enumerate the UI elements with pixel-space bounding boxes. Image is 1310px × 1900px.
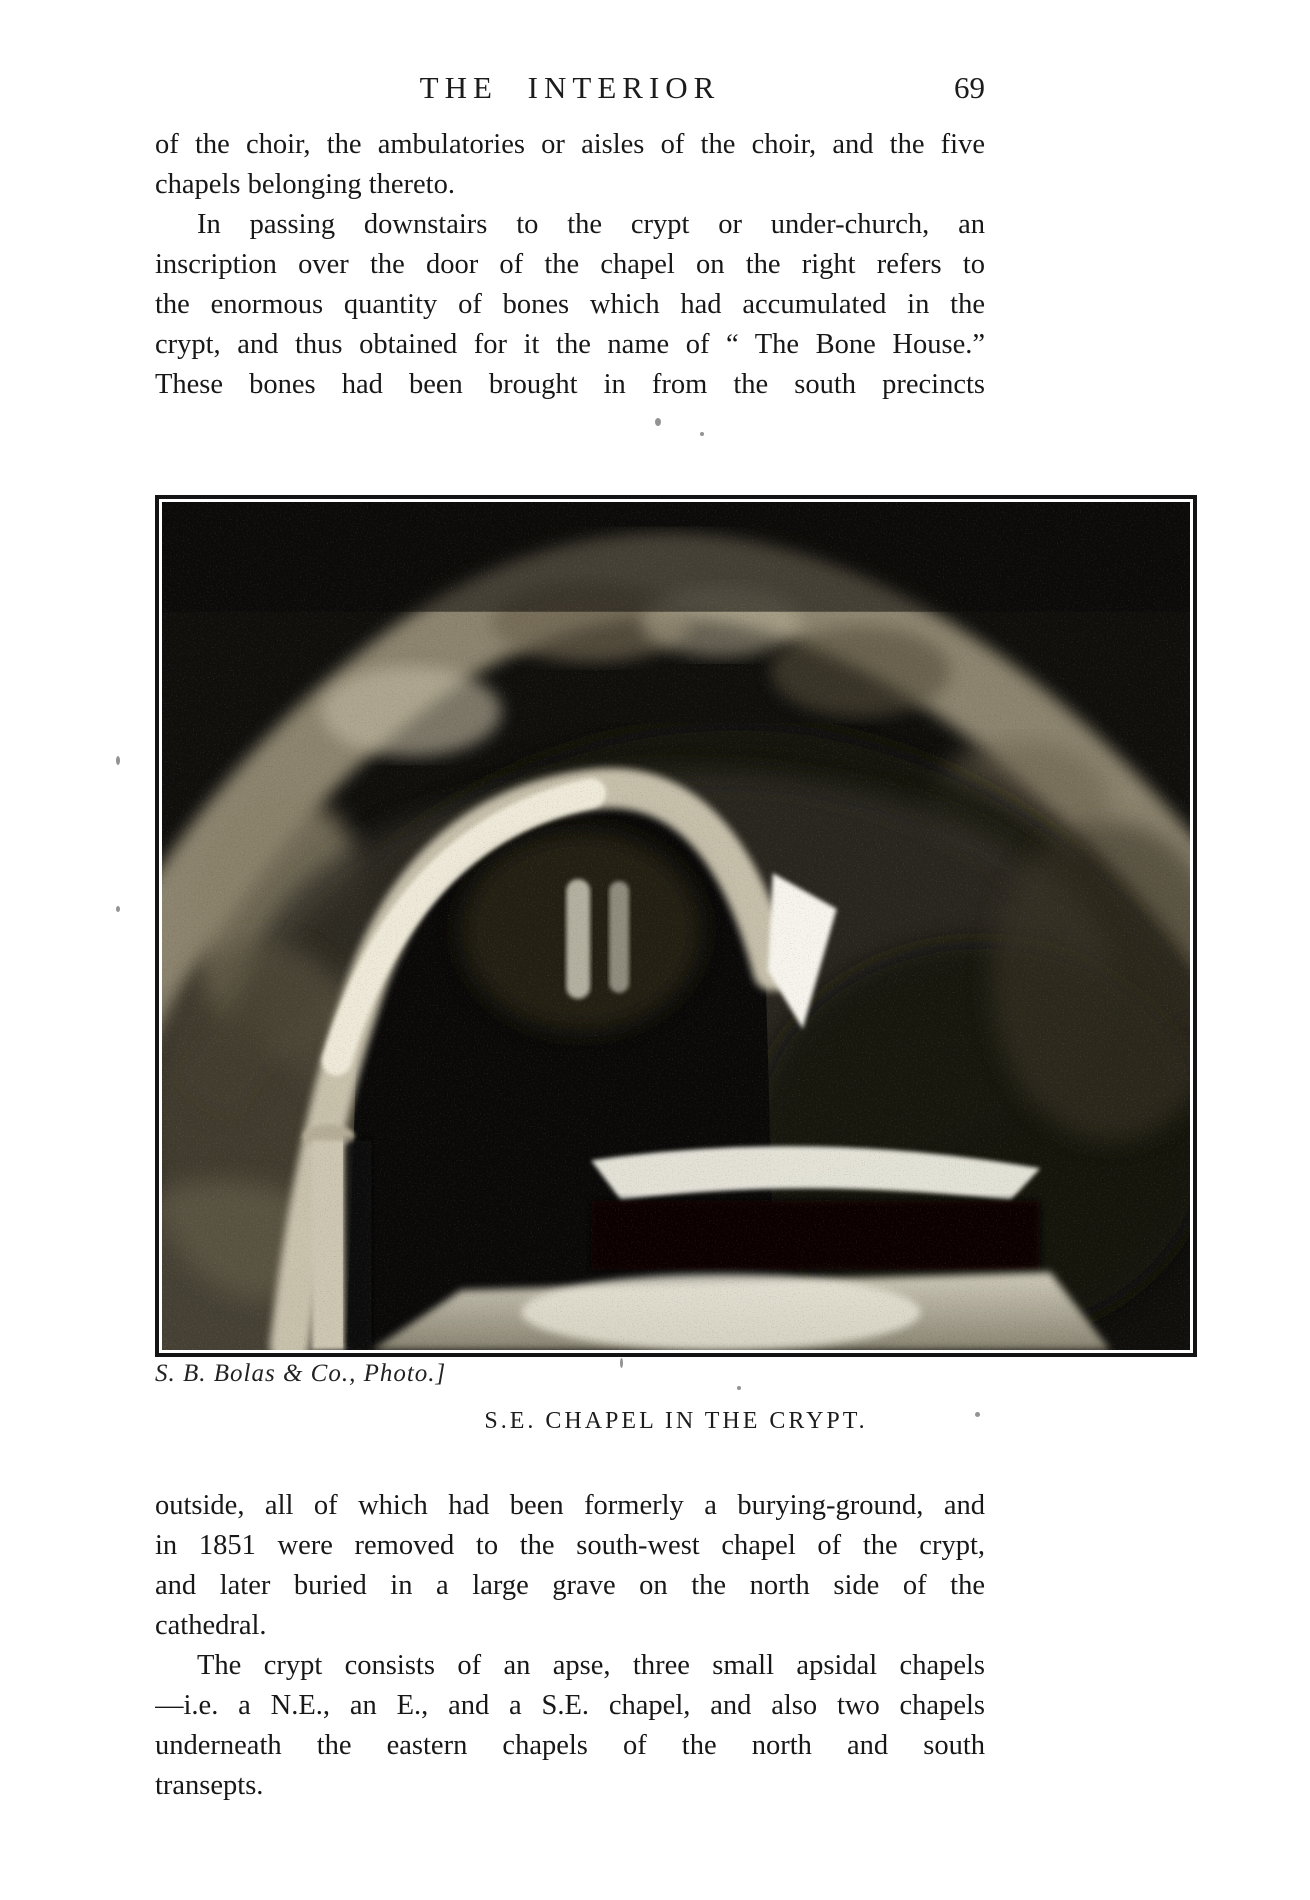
text-line: The crypt consists of an apse, three small apsidal chapels: [197, 1650, 985, 1681]
text-line: transepts.: [155, 1770, 264, 1801]
paragraph-4: [155, 1646, 985, 1806]
photo-caption: S.E. CHAPEL IN THE CRYPT.: [484, 1408, 868, 1434]
paragraph-1: [155, 125, 985, 205]
running-header-title: THE INTERIOR: [419, 70, 721, 105]
scan-speck: [975, 1412, 980, 1417]
text-line: chapels belonging thereto.: [155, 169, 455, 200]
scan-speck: [116, 906, 120, 912]
crypt-photo-figure: [155, 495, 1197, 1357]
photo-credit: S. B. Bolas & Co., Photo.]: [155, 1360, 447, 1387]
scan-speck: [116, 756, 120, 765]
text-line: and later buried in a large grave on the north side of the: [155, 1570, 985, 1601]
text-line: These bones had been brought in from the south precincts: [155, 369, 985, 400]
paragraph-2: [155, 205, 985, 405]
crypt-photo: [162, 502, 1190, 1350]
text-line: In passing downstairs to the crypt or under-church, an: [197, 209, 985, 240]
page-number: 69: [954, 70, 985, 105]
scan-speck: [655, 418, 661, 426]
text-line: crypt, and thus obtained for it the name of “ The Bone House.”: [155, 329, 985, 360]
scan-speck: [620, 1358, 623, 1368]
text-line: —i.e. a N.E., an E., and a S.E. chapel, and also two chapels: [155, 1690, 985, 1721]
paragraph-3: [155, 1486, 985, 1646]
text-line: outside, all of which had been formerly a burying-ground, and: [155, 1490, 985, 1521]
text-line: in 1851 were removed to the south-west chapel of the crypt,: [155, 1530, 985, 1561]
text-line: inscription over the door of the chapel on the right refers to: [155, 249, 985, 280]
text-line: of the choir, the ambulatories or aisles of the choir, and the five: [155, 129, 985, 160]
text-line: the enormous quantity of bones which had accumulated in the: [155, 289, 985, 320]
scan-speck: [737, 1386, 741, 1390]
scan-speck: [700, 432, 704, 436]
text-line: cathedral.: [155, 1610, 267, 1641]
text-line: underneath the eastern chapels of the north and south: [155, 1730, 985, 1761]
